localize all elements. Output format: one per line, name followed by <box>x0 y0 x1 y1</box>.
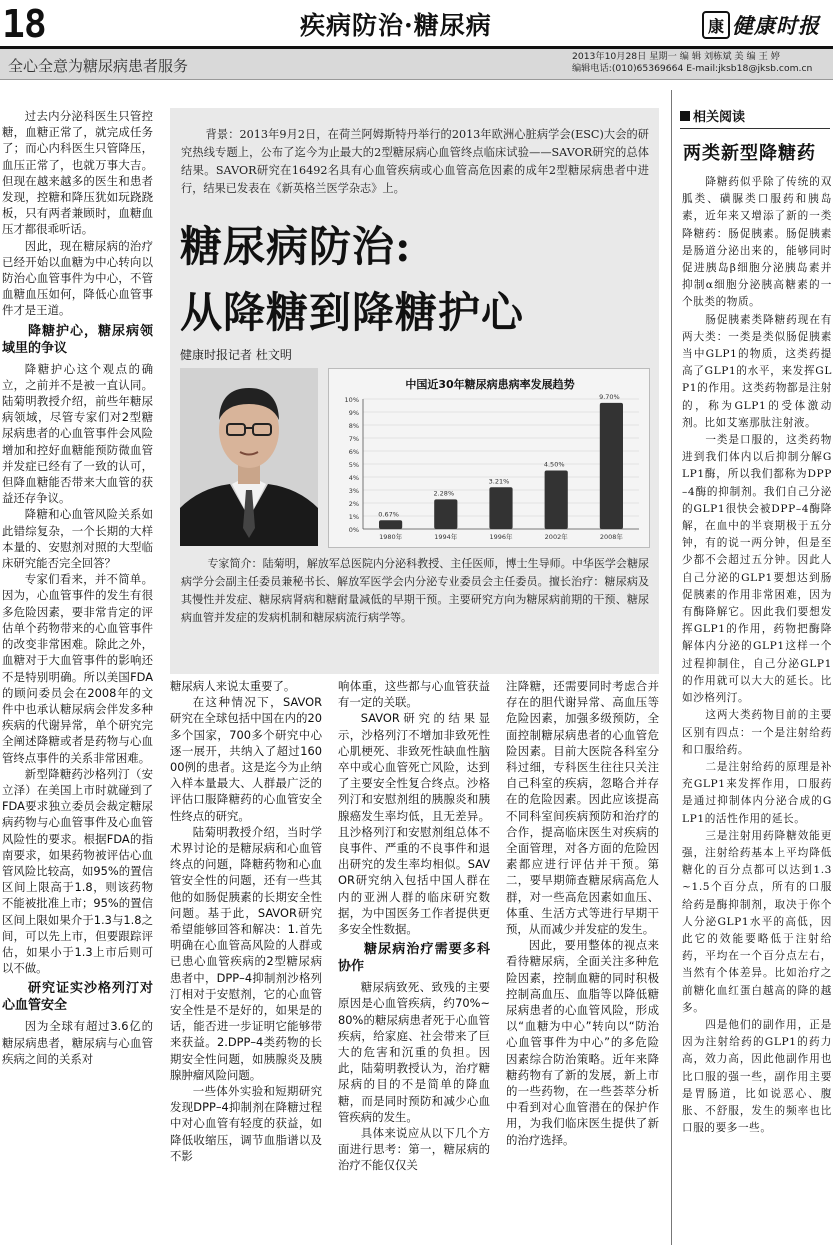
paragraph: SAVOR研究的结果显示，沙格列汀不增加非致死性心肌梗死、非致死性缺血性脑卒中或心血管死亡风险，达到了主要安全性复合终点。沙格列汀和安慰剂组的胰腺炎和胰腺癌发生率均低，且无差异。且沙格列汀和安慰剂组总体不良事件、严重的不良事件和退出研究的发生率均相似。SAVOR研究纳入包括中国人群在内的亚洲人群的临床研究数据，为中国医务工作者提供更多安全性数据。 <box>338 711 490 937</box>
paragraph: 具体来说应从以下几个方面进行思考：第一，糖尿病的治疗不能仅仅关 <box>338 1126 490 1173</box>
paragraph: 一些体外实验和短期研究发现DPP–4抑制剂在降糖过程中对心血管有轻度的获益，如降低收缩压，调节血脂谱以及不影 <box>170 1084 322 1163</box>
headline-line-1: 糖尿病防治: <box>180 222 412 271</box>
article-column-4 <box>506 678 659 1148</box>
paragraph: 因为全球有超过3.6亿的糖尿病患者，糖尿病与心血管疾病之间的关系对 <box>2 1019 153 1066</box>
x-tick-label: 2008年 <box>599 533 623 541</box>
subheading: 糖尿病治疗需要多科协作 <box>338 942 490 975</box>
square-bullet-icon <box>680 111 690 121</box>
paragraph: 专家们看来，并不简单。因为，心血管事件的发生有很多危险因素，要非常肯定的评估单个药物带来的心血管事件的改变非常困难。除此之外，血糖对于大血管事件的影响还不是特别明确。所以美国FDA的顾问委员会在2008年的文件中也承认糖尿病会伴发多种疾病的代谢异常，单个研究完全阐述降糖或者是药物与心血管终点事件的关系非常困难。 <box>2 572 153 765</box>
headline-line-2: 从降糖到降糖护心 <box>180 288 525 337</box>
chart-title: 中国近30年糖尿病患病率发展趋势 <box>405 378 575 391</box>
chart-bar <box>434 499 457 529</box>
y-tick-label: 2% <box>348 500 359 508</box>
y-tick-label: 0% <box>348 526 359 534</box>
paragraph: 四是他们的副作用，正是因为注射给药的GLP1的药力高，效力高，因此他副作用也比口服的强一些，副作用主要是胃肠道，比如说恶心、腹胀、不舒服，发生的频率也比口服的要多一些。 <box>682 1018 832 1135</box>
y-tick-label: 10% <box>344 396 359 404</box>
prevalence-chart <box>328 368 650 548</box>
related-rule <box>680 128 830 129</box>
y-tick-label: 6% <box>348 448 359 456</box>
logo-text: 健康时报 <box>732 13 820 38</box>
chart-bar <box>545 471 568 530</box>
subheading: 降糖护心，糖尿病领域里的争议 <box>2 323 153 356</box>
y-tick-label: 7% <box>348 435 359 443</box>
bar-value-label: 2.28% <box>433 489 455 498</box>
chart-svg <box>329 369 651 549</box>
x-tick-label: 1980年 <box>379 533 403 541</box>
paragraph: 响体重，这些都与心血管获益有一定的关联。 <box>338 679 490 710</box>
paragraph: 二是注射给药的原理是补充GLP1来发挥作用，口服药是通过抑制体内分泌合成的GLP1的活性作用的延长。 <box>682 760 832 825</box>
paragraph: 肠促胰素类降糖药现在有两大类：一类是类似肠促胰素当中GLP1的物质，这类药提高了GLP1的水平，来发挥GLP1的作用。这类药物都是注射的，称为GLP1的受体激动剂。比如艾塞那肽注射液。 <box>682 313 832 429</box>
newspaper-logo <box>702 8 830 42</box>
bar-value-label: 0.67% <box>378 510 399 519</box>
related-reading-label <box>680 106 745 125</box>
y-tick-label: 4% <box>348 474 359 482</box>
logo-mark-icon: 康 <box>702 11 730 39</box>
paragraph: 陆菊明教授介绍，当时学术界讨论的是糖尿病和心血管终点的问题，降糖药物和心血管安全性的问题，还有一些其他的如肠促胰素的长期安全性问题。基于此，SAVOR研究希望能够回答和解决：1.首先明确在心血管高风险的人群或已患心血管疾病的2型糖尿病患者中，DPP–4抑制剂沙格列汀相对于安慰剂，它的心血管安全性是不是好的，如果是的话，能否进一步证明它能够带来获益。2.DPP–4类药物的长期安全性问题，如胰腺炎及胰腺肿瘤风险问题。 <box>170 824 322 1082</box>
y-tick-label: 3% <box>348 487 359 495</box>
date-editor-line: 2013年10月28日 星期一 编 辑 刘栋斌 美 编 王 婷 <box>572 51 780 62</box>
x-tick-label: 2002年 <box>544 533 568 541</box>
paragraph: 糖尿病致死、致残的主要原因是心血管疾病，约70%~80%的糖尿病患者死于心血管疾病，给家庭、社会带来了巨大的危害和沉重的负担。因此，陆菊明教授认为，治疗糖尿病的目的不是简单的降血糖，而是同时预防和减少心血管疾病的发生。 <box>338 980 490 1124</box>
sidebar-divider <box>671 90 672 1245</box>
paragraph: 新型降糖药沙格列汀（安立泽）在美国上市时就碰到了FDA要求独立委员会裁定糖尿病药物与心血管事件及心血管风险性的要求。根据FDA的指南要求，如果药物被评估心血管风险比较高，如95%的置信区间上限高于1.8，则该药物不能被批准上市；95%的置信区间上限如果介于1.3与1.8之间，可以先上市，但要跟踪评估，如果小于1.3上市后则可以不做。 <box>2 766 153 976</box>
paragraph: 因此，现在糖尿病的治疗已经开始以血糖为中心转向以防治心血管事件为中心，不管血糖血压如何，降低心血管事件才是王道。 <box>2 238 153 318</box>
article-column-1 <box>2 108 153 1067</box>
background-paragraph: 背景：2013年9月2日，在荷兰阿姆斯特丹举行的2013年欧洲心脏病学会(ESC)大会的研究热线专题上，公布了迄今为止最大的2型糖尿病心血管终点临床试验——SAVOR研究的总体结果。SAVOR研究在16492名具有心血管疾病或心血管高危因素的成年2型糖尿病患者中进行，结果已发表在《新英格兰医学杂志》上。 <box>181 128 649 195</box>
page-number: 18 <box>2 2 46 46</box>
paragraph: 降糖护心这个观点的确立，之前并不是被一直认同。陆菊明教授介绍，前些年糖尿病领域，尽管专家们对2型糖尿病患者的心血管事件会风险增加和控好血糖能预防微血管并发症已经有了一致的认可，但降血糖能否带来大血管的获益还存争议。 <box>2 361 153 506</box>
paragraph: 在这种情况下，SAVOR研究在全球包括中国在内的20多个国家，700多个研究中心逐一展开，共纳入了超过16000例的患者。这是迄今为止纳入样本量最大、人群最广泛的评估口服降糖药的心血管安全性终点的研究。 <box>170 695 322 823</box>
bar-value-label: 9.70% <box>599 392 620 401</box>
paragraph: 过去内分泌科医生只管控糖，血糖正常了，就完成任务了；而心内科医生只管降压，血压正常了，也就万事大吉。但现在越来越多的医生和患者发现，控糖和降压犹如玩跷跷板，只有两者兼顾时，血糖血压才都很乖听话。 <box>2 109 153 237</box>
tagline: 全心全意为糖尿病患者服务 <box>8 57 189 75</box>
section-title: 疾病防治·糖尿病 <box>300 11 492 40</box>
y-tick-label: 5% <box>348 461 359 469</box>
paragraph: 一类是口服的，这类药物进到我们体内以后抑制分解GLP1酶，所以我们都称为DPP–4酶的抑制剂。我们自己分泌的GLP1很快会被DPP–4酶降解，在血中的半衰期极于五分钟，有的说一两分钟，但是至少都不会超过五分钟。因此人自己分泌的GLP1要想达到肠促胰素的作用非常困难，因为有酶降解它。因此我们要想发挥GLP1的作用，药物把酶降解体内分泌的GLP1这样一个过程抑制住，自己分泌GLP1的作用就可以大大的延长。比如沙格列汀。 <box>682 434 832 705</box>
y-tick-label: 9% <box>348 409 359 417</box>
x-tick-label: 1996年 <box>489 533 513 541</box>
contact-line: 编辑电话:(010)65369664 E-mail:jksb18@jksb.com.cn <box>572 63 813 74</box>
chart-bar <box>489 487 512 529</box>
y-tick-label: 1% <box>348 513 359 521</box>
sidebar-title: 两类新型降糖药 <box>683 143 816 164</box>
related-label-text: 相关阅读 <box>693 110 746 125</box>
bar-value-label: 3.21% <box>488 477 510 486</box>
byline: 健康时报记者 杜文明 <box>180 348 292 362</box>
y-tick-label: 8% <box>348 422 359 430</box>
article-column-3 <box>338 678 490 1174</box>
portrait-illustration <box>180 368 318 546</box>
paragraph: 因此，要用整体的视点来看待糖尿病，全面关注多种危险因素，控制血糖的同时积极控制高血压、血脂等以降低糖尿病患者的心血管风险，形成以“血糖为中心”转向以“防治心血管事件为中心”的多危险因素综合防治策略。近年来降糖药物有了新的发展，新上市的一些药物，在一些荟萃分析中看到对心血管潜在的保护作用，为我们临床医生提供了新的治疗选择。 <box>506 938 659 1147</box>
paragraph: 三是注射用药降糖效能更强，注射给药基本上平均降低糖化的百分点都可以达到1.3~1.5个百分点，所有的口服给药是酶抑制剂，取决于你个人分泌GLP1水平的高低，因此它的效能要略低于注射给药，平均在一个百分点左右，当然有个体差异。比如治疗之前糖化血红蛋白越高的降的越多。 <box>682 829 832 1014</box>
issue-meta <box>572 51 812 75</box>
chart-bar <box>600 403 623 529</box>
x-tick-label: 1994年 <box>434 533 458 541</box>
subheader-rule <box>0 79 833 80</box>
paragraph: 注降糖，还需要同时考虑合并存在的胆代谢异常、高血压等危险因素，加强多级预防，全面控制糖尿病患者的心血管危险因素。目前大医院各科室分科过细，专科医生往往只关注自己科室的疾病，忽略合并存在的危险因素。因此应该提高不同科室间疾病预防和治疗的合作，提高临床医生对疾病的全面管理，对各方面的危险因素都应进行评估并干预。第二，要早期筛查糖尿病高危人群，对一些高危因素如血压、体重、生活方式等进行早期干预，从而减少并发症的发生。 <box>506 679 659 937</box>
bar-value-label: 4.50% <box>543 460 565 469</box>
paragraph: 这两大类药物目前的主要区别有四点：一个是注射给药和口服给药。 <box>682 709 832 756</box>
expert-portrait <box>180 368 318 546</box>
paragraph: 糖尿病人来说太重要了。 <box>170 679 296 693</box>
subheading: 研究证实沙格列汀对心血管安全 <box>2 981 153 1014</box>
expert-intro: 专家简介：陆菊明，解放军总医院内分泌科教授、主任医师，博士生导师。中华医学会糖尿病学分会副主任委员兼秘书长、解放军医学会内分泌专业委员会主任委员。擅长治疗：糖尿病及其慢性并发症、糖尿病肾病和糖耐量减低的早期干预。主要研究方向为糖尿病前期的干预、糖尿病血管并发症的发病机制和糖尿病流行病学等。 <box>181 557 649 624</box>
chart-bar <box>379 520 402 529</box>
sidebar-column <box>682 174 832 1137</box>
paragraph: 降糖药似乎除了传统的双胍类、磺脲类口服药和胰岛素，近年来又增添了新的一类降糖药：肠促胰素。肠促胰素是肠道分泌出来的，能够同时促进胰岛β细胞分泌胰岛素并抑制α细胞分泌胰高糖素的一个肽类的物质。 <box>682 176 832 309</box>
article-column-2 <box>170 678 322 1164</box>
paragraph: 降糖和心血管风险关系如此错综复杂，一个长期的大样本量的、安慰剂对照的大型临床研究能否完全回答？ <box>2 507 153 571</box>
